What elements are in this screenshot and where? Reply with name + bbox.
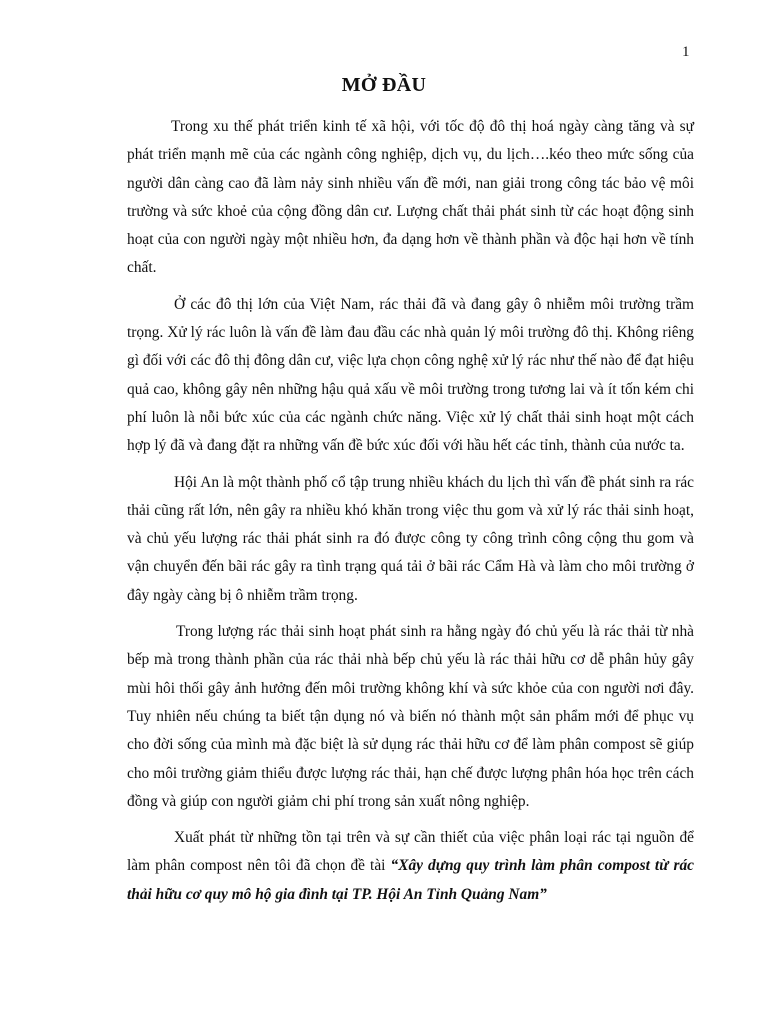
document-body xyxy=(127,113,694,917)
paragraph-5-lead: Xuất phát từ những tồn tại trên và sự cần thiết của việc phân loại rác tại nguồn để làm phân compost nên tôi đã chọn đề tài xyxy=(127,829,694,875)
paragraph-2: Ở các đô thị lớn của Việt Nam, rác thải đã và đang gây ô nhiễm môi trường trầm trọng. Xử lý rác luôn là vấn đề làm đau đầu các nhà quản lý môi trường đô thị. Không riêng gì đối với các đô thị đông dân cư, việc lựa chọn công nghệ xử lý rác như thế nào để đạt hiệu quả cao, không gây nên những hậu quả xấu về môi trường trong tương lai và ít tốn kém chi phí luôn là nỗi bức xúc của các ngành chức năng. Việc xử lý chất thải sinh hoạt một cách hợp lý đã và đang đặt ra những vấn đề bức xúc đối với hầu hết các tỉnh, thành của nước ta. xyxy=(127,295,694,455)
paragraph-5 xyxy=(127,824,694,909)
thesis-topic: “Xây dựng quy trình làm phân compost từ rác thải hữu cơ quy mô hộ gia đình tại TP. Hội An Tỉnh Quảng Nam” xyxy=(127,857,694,903)
paragraph-1: Trong xu thế phát triển kinh tế xã hội, với tốc độ đô thị hoá ngày càng tăng và sự phát triển mạnh mẽ của các ngành công nghiệp, dịch vụ, du lịch….kéo theo mức sống của người dân càng cao đã làm nảy sinh nhiều vấn đề mới, nan giải trong công tác bảo vệ môi trường và sức khoẻ của cộng đồng dân cư. Lượng chất thải phát sinh từ các hoạt động sinh hoạt của con người ngày một nhiều hơn, đa dạng hơn về thành phần và độc hại hơn về tính chất. xyxy=(127,118,694,277)
paragraph-4: Trong lượng rác thải sinh hoạt phát sinh ra hằng ngày đó chủ yếu là rác thải từ nhà bếp mà trong thành phần của rác thải nhà bếp chủ yếu là rác thải hữu cơ dễ phân hủy gây mùi hôi thối gây ảnh hưởng đến môi trường không khí và sức khỏe của con người nơi đây. Tuy nhiên nếu chúng ta biết tận dụng nó và biến nó thành một sản phẩm mới để phục vụ cho đời sống của mình mà đặc biệt là sử dụng rác thải hữu cơ để làm phân compost sẽ giúp cho môi trường giảm thiểu được lượng rác thải, hạn chế được lượng phân hóa học trên cách đồng và giúp con người giảm chi phí trong sản xuất nông nghiệp. xyxy=(127,623,694,810)
paragraph-3: Hội An là một thành phố cổ tập trung nhiều khách du lịch thì vấn đề phát sinh ra rác thải cũng rất lớn, nên gây ra nhiều khó khăn trong việc thu gom và xử lý rác thải sinh hoạt, và chủ yếu lượng rác thải phát sinh ra đó được công ty công trình công cộng thu gom và vận chuyển đến bãi rác gây ra tình trạng quá tải ở bãi rác Cẩm Hà và làm cho môi trường ở đây ngày càng bị ô nhiễm trầm trọng. xyxy=(127,473,694,604)
page-number: 1 xyxy=(682,44,690,60)
page-title: MỞ ĐẦU xyxy=(341,74,427,96)
